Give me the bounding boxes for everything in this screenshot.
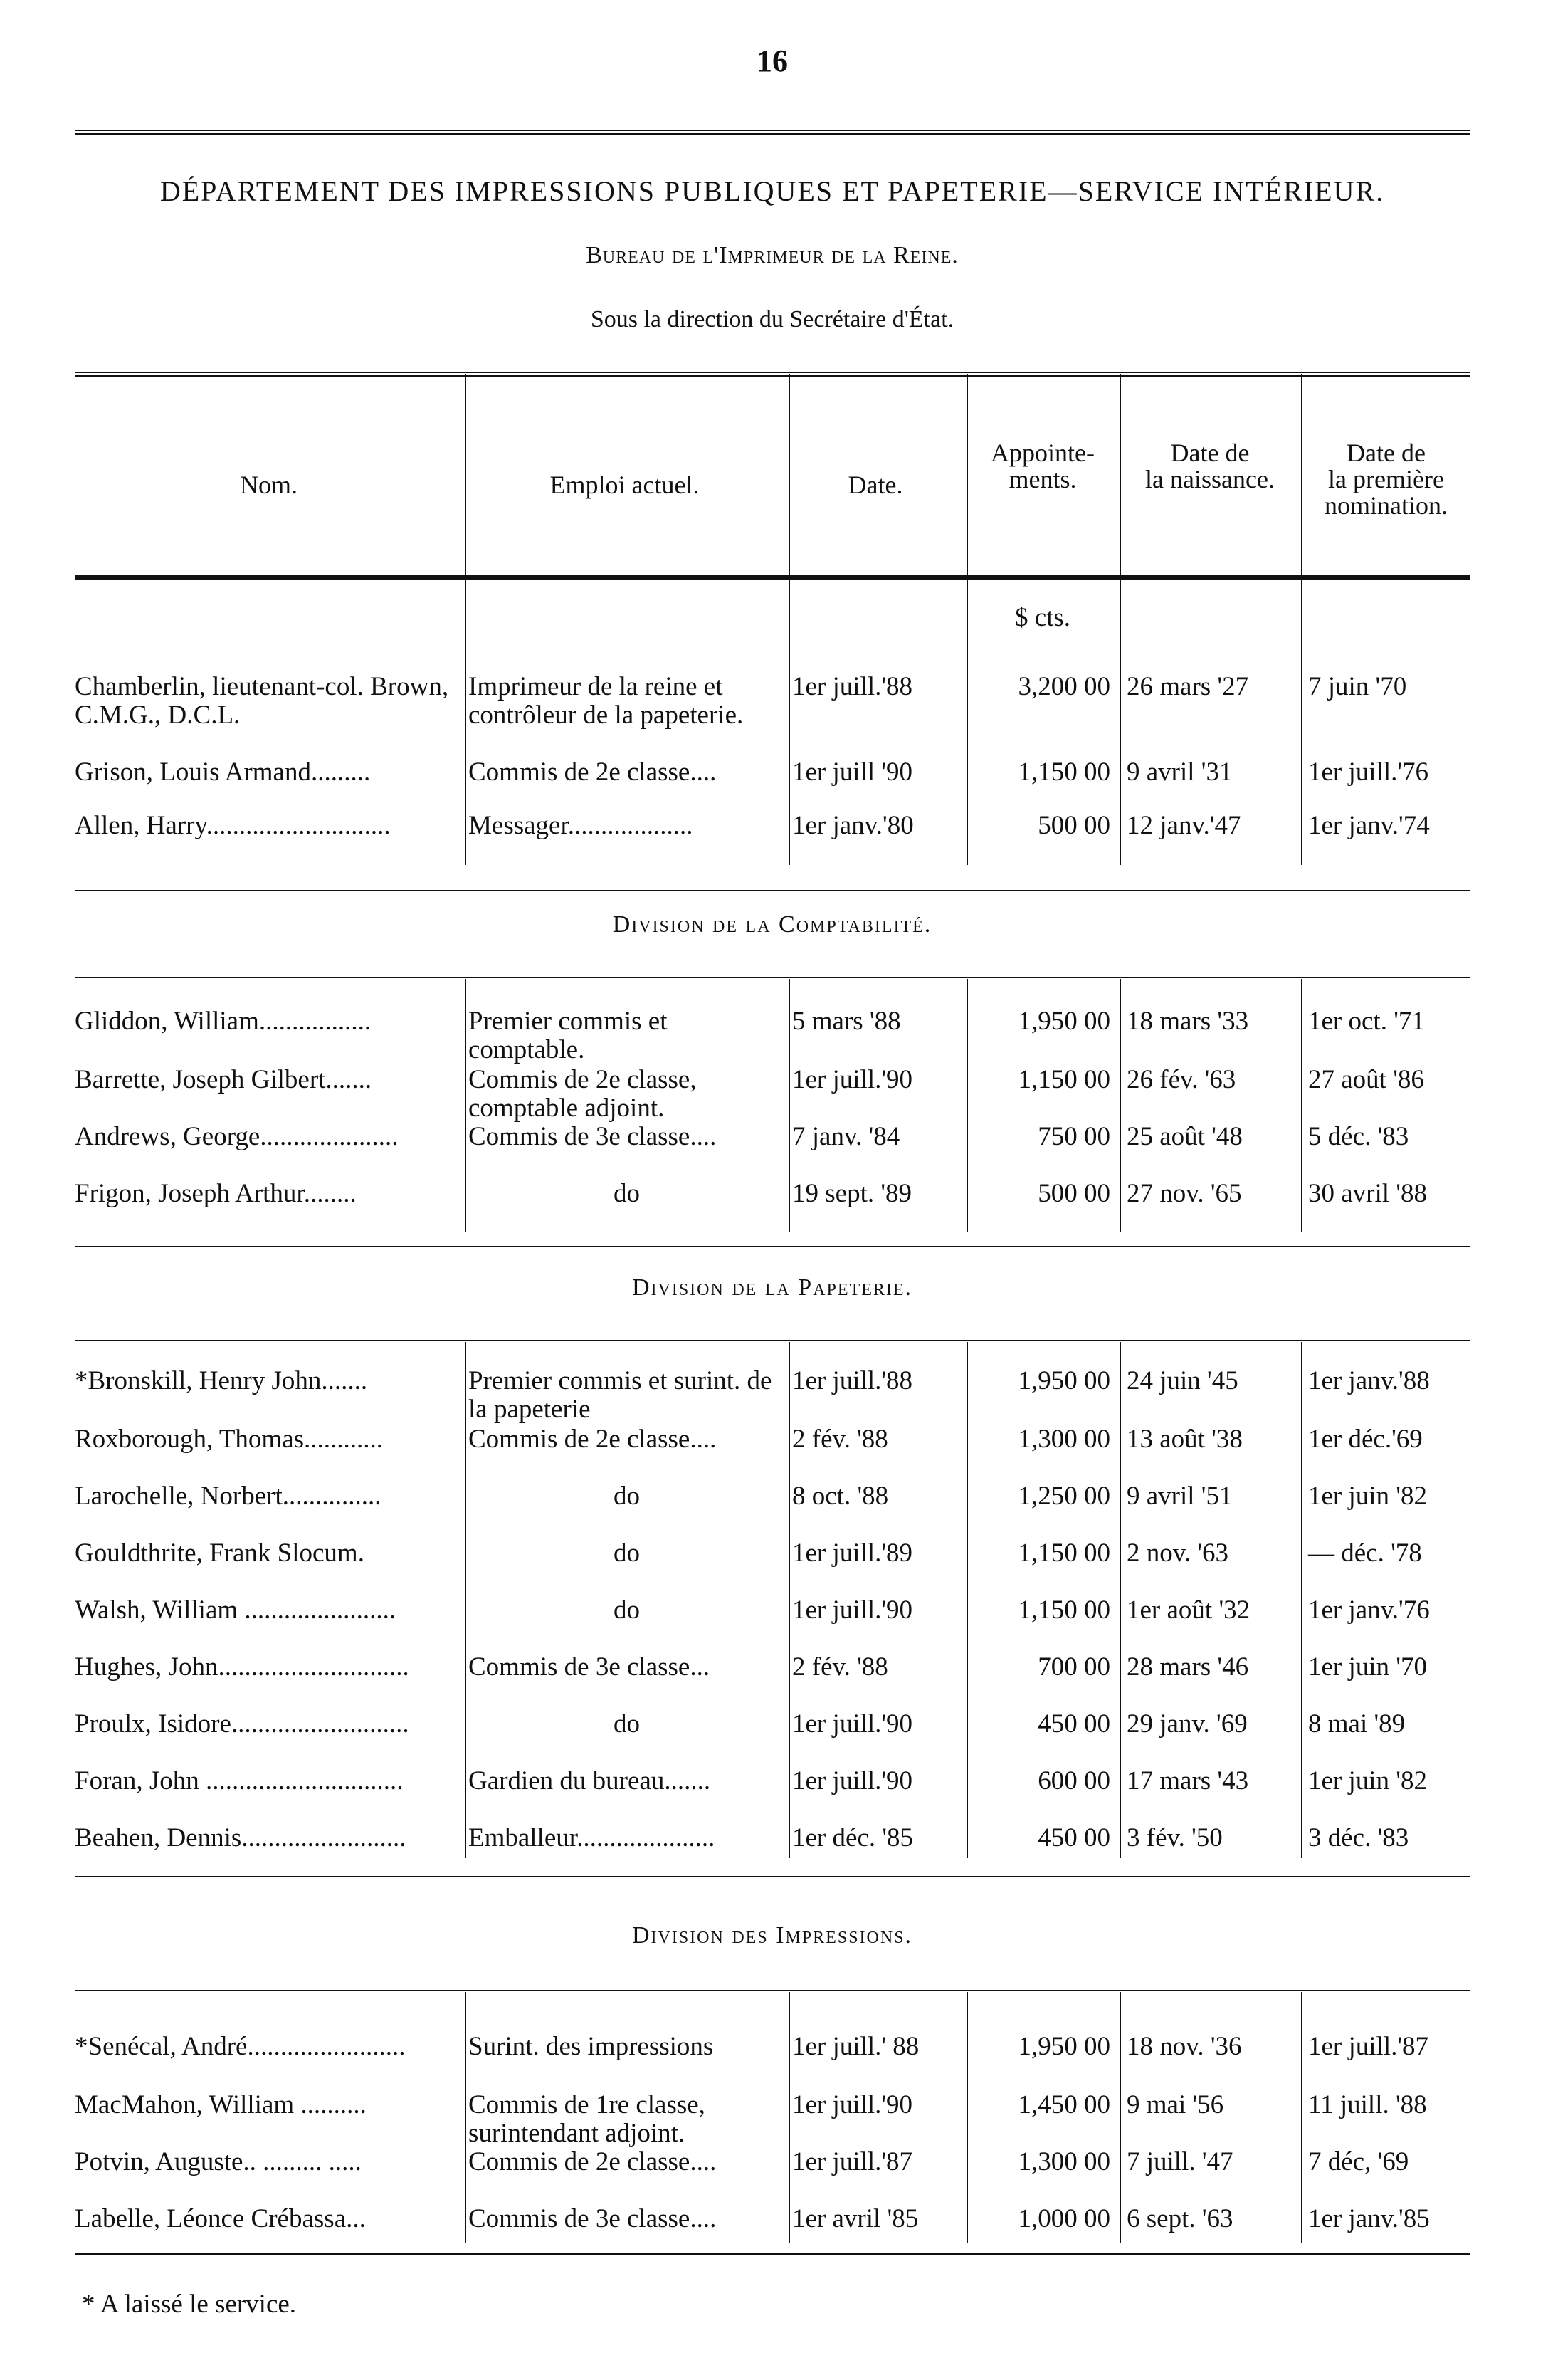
column-rule bbox=[1120, 979, 1121, 1232]
cell-appt: 1,950 00 bbox=[1018, 1366, 1110, 1395]
cell-naissance: 28 mars '46 bbox=[1127, 1652, 1249, 1682]
cell-naissance: 18 nov. '36 bbox=[1127, 2032, 1242, 2061]
cell-emploi: do bbox=[614, 1538, 640, 1568]
cell-appt: 500 00 bbox=[1038, 1179, 1110, 1208]
column-rule bbox=[1301, 979, 1302, 1232]
top-double-rule bbox=[75, 130, 1470, 135]
cell-naissance: 9 avril '51 bbox=[1127, 1482, 1233, 1511]
column-rule bbox=[465, 979, 466, 1232]
section-rule bbox=[75, 1990, 1470, 1991]
cell-nom: Walsh, William ....................... bbox=[75, 1595, 396, 1625]
cell-nom: *Bronskill, Henry John....... bbox=[75, 1366, 368, 1395]
footnote: * A laissé le service. bbox=[82, 2290, 297, 2319]
cell-emploi: Commis de 3e classe.... bbox=[468, 1122, 717, 1151]
cell-emploi: Commis de 3e classe.... bbox=[468, 2204, 717, 2233]
cell-nomination: 3 déc. '83 bbox=[1308, 1823, 1409, 1852]
units-label: $ cts. bbox=[1014, 603, 1071, 632]
cell-nom: Chamberlin, lieutenant-col. Brown, C.M.G., D.C.L. bbox=[75, 672, 449, 730]
column-rule bbox=[1120, 1992, 1121, 2243]
section-rule bbox=[75, 977, 1470, 978]
cell-appt: 1,950 00 bbox=[1018, 2032, 1110, 2061]
cell-nomination: 1er juin '82 bbox=[1308, 1766, 1427, 1796]
cell-date: 1er juill.'88 bbox=[792, 1366, 913, 1395]
cell-emploi: Commis de 3e classe... bbox=[468, 1652, 710, 1682]
header-emploi: Emploi actuel. bbox=[549, 471, 700, 499]
column-rule bbox=[967, 979, 968, 1232]
direction-line: Sous la direction du Secrétaire d'État. bbox=[590, 306, 954, 332]
column-rule bbox=[967, 1342, 968, 1858]
cell-nomination: 1er oct. '71 bbox=[1308, 1007, 1425, 1036]
cell-naissance: 6 sept. '63 bbox=[1127, 2204, 1233, 2233]
bureau-heading: Bureau de l'Imprimeur de la Reine. bbox=[586, 242, 959, 268]
cell-nom: Proulx, Isidore........................... bbox=[75, 1709, 409, 1739]
cell-appt: 1,450 00 bbox=[1018, 2090, 1110, 2119]
cell-nom: MacMahon, William .......... bbox=[75, 2090, 367, 2119]
cell-nomination: 7 juin '70 bbox=[1308, 672, 1407, 701]
cell-nom: Gliddon, William................. bbox=[75, 1007, 372, 1036]
column-rule bbox=[1120, 1342, 1121, 1858]
cell-nomination: 1er juin '70 bbox=[1308, 1652, 1427, 1682]
cell-naissance: 18 mars '33 bbox=[1127, 1007, 1249, 1036]
cell-naissance: 29 janv. '69 bbox=[1127, 1709, 1248, 1739]
cell-emploi: Gardien du bureau....... bbox=[468, 1766, 711, 1796]
header-nom: Nom. bbox=[240, 471, 298, 499]
cell-naissance: 13 août '38 bbox=[1127, 1425, 1243, 1454]
cell-emploi: Commis de 2e classe.... bbox=[468, 2147, 717, 2176]
column-rule bbox=[789, 1992, 790, 2243]
cell-nomination: 1er juill.'87 bbox=[1308, 2032, 1429, 2061]
section-rule bbox=[75, 1246, 1470, 1247]
section-title-comptabilite: Division de la Comptabilité. bbox=[612, 911, 932, 938]
cell-appt: 1,150 00 bbox=[1018, 1538, 1110, 1568]
cell-emploi: do bbox=[614, 1595, 640, 1625]
cell-appt: 1,300 00 bbox=[1018, 1425, 1110, 1454]
cell-appt: 750 00 bbox=[1038, 1122, 1110, 1151]
cell-nomination: 1er déc.'69 bbox=[1308, 1425, 1423, 1454]
column-rule bbox=[789, 374, 790, 865]
cell-emploi: do bbox=[614, 1179, 640, 1208]
cell-date: 1er juill.'89 bbox=[792, 1538, 913, 1568]
cell-naissance: 26 fév. '63 bbox=[1127, 1065, 1236, 1094]
cell-nom: Gouldthrite, Frank Slocum. bbox=[75, 1538, 364, 1568]
cell-date: 1er juill.'88 bbox=[792, 672, 913, 701]
cell-nomination: 1er juin '82 bbox=[1308, 1482, 1427, 1511]
column-rule bbox=[1301, 1342, 1302, 1858]
cell-nomination: 1er janv.'76 bbox=[1308, 1595, 1430, 1625]
header-bottom-rule bbox=[75, 575, 1470, 580]
cell-appt: 450 00 bbox=[1038, 1823, 1110, 1852]
cell-nomination: 11 juill. '88 bbox=[1308, 2090, 1427, 2119]
cell-date: 1er juill.'90 bbox=[792, 1595, 913, 1625]
table-top-rule bbox=[75, 372, 1470, 377]
cell-date: 1er janv.'80 bbox=[792, 811, 914, 840]
cell-emploi: do bbox=[614, 1709, 640, 1739]
cell-naissance: 24 juin '45 bbox=[1127, 1366, 1238, 1395]
column-rule bbox=[789, 979, 790, 1232]
column-rule bbox=[967, 1992, 968, 2243]
cell-naissance: 26 mars '27 bbox=[1127, 672, 1249, 701]
cell-naissance: 1er août '32 bbox=[1127, 1595, 1250, 1625]
cell-date: 1er juill '90 bbox=[792, 757, 913, 787]
cell-nomination: 27 août '86 bbox=[1308, 1065, 1424, 1094]
cell-emploi: Commis de 2e classe.... bbox=[468, 757, 717, 787]
cell-nom: Beahen, Dennis......................... bbox=[75, 1823, 406, 1852]
section-rule bbox=[75, 1876, 1470, 1877]
cell-date: 5 mars '88 bbox=[792, 1007, 901, 1036]
cell-appt: 1,250 00 bbox=[1018, 1482, 1110, 1511]
cell-nomination: 1er janv.'85 bbox=[1308, 2204, 1430, 2233]
cell-nom: Barrette, Joseph Gilbert....... bbox=[75, 1065, 372, 1094]
header-appointements: Appointe- ments. bbox=[991, 439, 1095, 493]
cell-emploi: Commis de 2e classe, comptable adjoint. bbox=[468, 1065, 697, 1123]
cell-appt: 1,000 00 bbox=[1018, 2204, 1110, 2233]
cell-nom: Allen, Harry............................ bbox=[75, 811, 391, 840]
cell-appt: 700 00 bbox=[1038, 1652, 1110, 1682]
page-number: 16 bbox=[757, 43, 788, 78]
cell-appt: 500 00 bbox=[1038, 811, 1110, 840]
cell-date: 2 fév. '88 bbox=[792, 1652, 888, 1682]
cell-date: 1er juill.'90 bbox=[792, 1065, 913, 1094]
column-rule bbox=[1301, 1992, 1302, 2243]
cell-naissance: 7 juill. '47 bbox=[1127, 2147, 1233, 2176]
column-rule bbox=[967, 374, 968, 865]
cell-appt: 1,150 00 bbox=[1018, 1595, 1110, 1625]
cell-nomination: 1er juill.'76 bbox=[1308, 757, 1429, 787]
section-title-papeterie: Division de la Papeterie. bbox=[631, 1274, 913, 1301]
cell-nomination: 30 avril '88 bbox=[1308, 1179, 1427, 1208]
column-rule bbox=[465, 1342, 466, 1858]
cell-naissance: 9 avril '31 bbox=[1127, 757, 1233, 787]
cell-appt: 1,300 00 bbox=[1018, 2147, 1110, 2176]
cell-naissance: 3 fév. '50 bbox=[1127, 1823, 1223, 1852]
column-rule bbox=[789, 1342, 790, 1858]
cell-date: 7 janv. '84 bbox=[792, 1122, 900, 1151]
cell-naissance: 27 nov. '65 bbox=[1127, 1179, 1242, 1208]
cell-emploi: Commis de 2e classe.... bbox=[468, 1425, 717, 1454]
cell-nomination: 7 déc, '69 bbox=[1308, 2147, 1409, 2176]
cell-nomination: — déc. '78 bbox=[1308, 1538, 1422, 1568]
cell-date: 8 oct. '88 bbox=[792, 1482, 889, 1511]
cell-date: 2 fév. '88 bbox=[792, 1425, 888, 1454]
column-rule bbox=[465, 374, 466, 865]
cell-emploi: Emballeur..................... bbox=[468, 1823, 715, 1852]
cell-nom: Labelle, Léonce Crébassa... bbox=[75, 2204, 366, 2233]
cell-date: 19 sept. '89 bbox=[792, 1179, 912, 1208]
cell-date: 1er déc. '85 bbox=[792, 1823, 914, 1852]
cell-naissance: 25 août '48 bbox=[1127, 1122, 1243, 1151]
cell-nom: Grison, Louis Armand......... bbox=[75, 757, 371, 787]
cell-emploi: do bbox=[614, 1482, 640, 1511]
cell-nom: *Senécal, André........................ bbox=[75, 2032, 406, 2061]
cell-appt: 450 00 bbox=[1038, 1709, 1110, 1739]
cell-naissance: 9 mai '56 bbox=[1127, 2090, 1224, 2119]
header-naissance: Date de la naissance. bbox=[1145, 439, 1275, 493]
cell-nom: Hughes, John............................. bbox=[75, 1652, 409, 1682]
cell-appt: 3,200 00 bbox=[1018, 672, 1110, 701]
cell-nom: Roxborough, Thomas............ bbox=[75, 1425, 384, 1454]
cell-nom: Larochelle, Norbert............... bbox=[75, 1482, 381, 1511]
cell-emploi: Commis de 1re classe, surintendant adjoint. bbox=[468, 2090, 705, 2148]
cell-nom: Frigon, Joseph Arthur........ bbox=[75, 1179, 357, 1208]
cell-nom: Andrews, George..................... bbox=[75, 1122, 399, 1151]
cell-naissance: 2 nov. '63 bbox=[1127, 1538, 1229, 1568]
section-title-impressions: Division des Impressions. bbox=[631, 1922, 913, 1949]
cell-nomination: 5 déc. '83 bbox=[1308, 1122, 1409, 1151]
cell-naissance: 17 mars '43 bbox=[1127, 1766, 1249, 1796]
cell-date: 1er juill.' 88 bbox=[792, 2032, 920, 2061]
cell-nomination: 1er janv.'88 bbox=[1308, 1366, 1430, 1395]
cell-emploi: Imprimeur de la reine et contrôleur de la papeterie. bbox=[468, 672, 744, 730]
cell-emploi: Surint. des impressions bbox=[468, 2032, 714, 2061]
cell-date: 1er juill.'87 bbox=[792, 2147, 913, 2176]
column-rule bbox=[1301, 374, 1302, 865]
cell-nom: Foran, John .............................. bbox=[75, 1766, 404, 1796]
cell-emploi: Messager................... bbox=[468, 811, 693, 840]
cell-date: 1er juill.'90 bbox=[792, 2090, 913, 2119]
cell-appt: 1,150 00 bbox=[1018, 757, 1110, 787]
cell-nom: Potvin, Auguste.. ......... ..... bbox=[75, 2147, 362, 2176]
header-nomination: Date de la première nomination. bbox=[1325, 439, 1448, 520]
cell-date: 1er avril '85 bbox=[792, 2204, 919, 2233]
column-rule bbox=[465, 1992, 466, 2243]
cell-naissance: 12 janv.'47 bbox=[1127, 811, 1241, 840]
cell-appt: 600 00 bbox=[1038, 1766, 1110, 1796]
cell-date: 1er juill.'90 bbox=[792, 1766, 913, 1796]
cell-nomination: 1er janv.'74 bbox=[1308, 811, 1430, 840]
section-rule bbox=[75, 1340, 1470, 1341]
cell-appt: 1,950 00 bbox=[1018, 1007, 1110, 1036]
cell-date: 1er juill.'90 bbox=[792, 1709, 913, 1739]
department-title: DÉPARTEMENT DES IMPRESSIONS PUBLIQUES ET PAPETERIE—SERVICE INTÉRIEUR. bbox=[159, 175, 1385, 207]
header-date: Date. bbox=[848, 471, 903, 499]
cell-emploi: Premier commis et comptable. bbox=[468, 1007, 668, 1064]
cell-emploi: Premier commis et surint. de la papeterie bbox=[468, 1366, 772, 1424]
table-bottom-rule bbox=[75, 2253, 1470, 2255]
cell-appt: 1,150 00 bbox=[1018, 1065, 1110, 1094]
cell-nomination: 8 mai '89 bbox=[1308, 1709, 1406, 1739]
section-rule bbox=[75, 890, 1470, 891]
column-rule bbox=[1120, 374, 1121, 865]
